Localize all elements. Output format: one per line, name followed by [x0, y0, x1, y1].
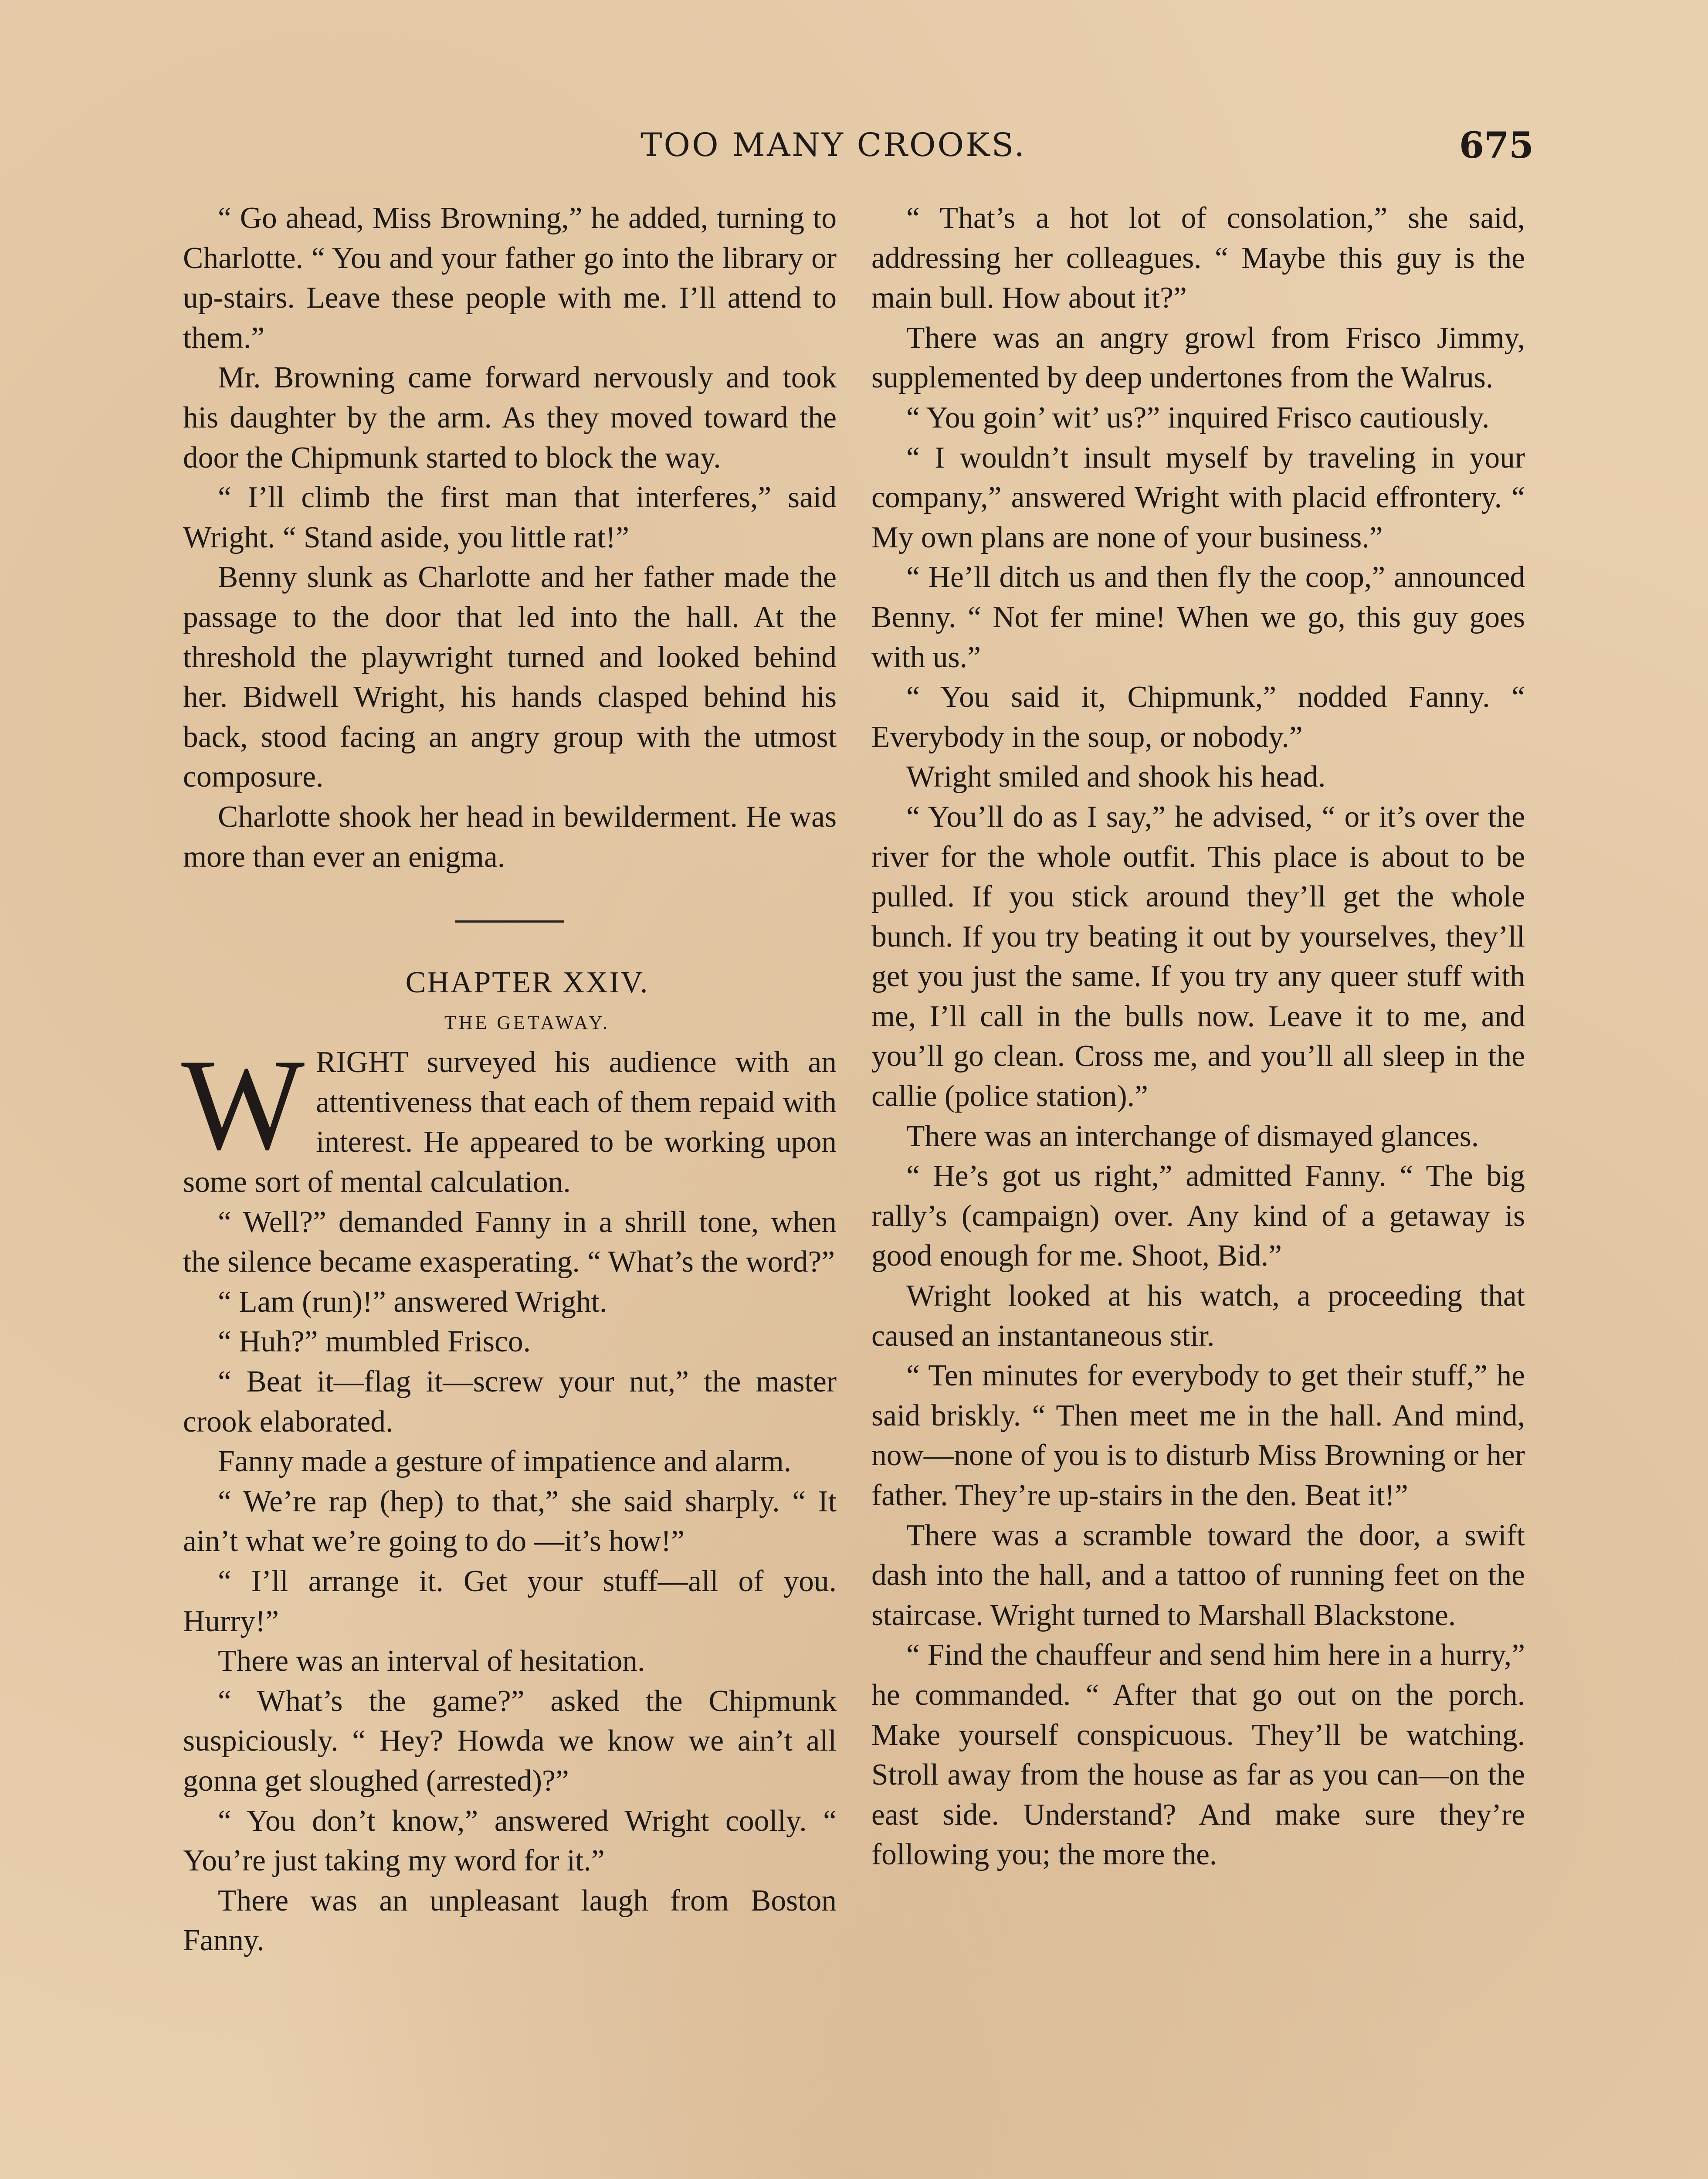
first-paragraph-text: RIGHT surveyed his audience with an attentiveness that each of them repaid with interest. He appeared to be working upon some sort of mental calculation. [183, 1045, 837, 1199]
paragraph: “ Find the chauffeur and send him here in a hurry,” he commanded. “ After that go out on the porch. Make yourself conspicuous. They’ll be watching. Stroll away from the house as far as you can—on the east side. Understand? And make sure they’re following you; the more the. [871, 1638, 1525, 1872]
paragraph: “ We’re rap (hep) to that,” she said sharply. “ It ain’t what we’re going to do —it’s how!” [183, 1484, 837, 1558]
paragraph: “ Beat it—flag it—screw your nut,” the master crook elaborated. [183, 1365, 837, 1439]
paragraph: “ I’ll climb the first man that interferes,” said Wright. “ Stand aside, you little rat!” [183, 481, 837, 554]
paragraph: “ Go ahead, Miss Browning,” he added, turning to Charlotte. “ You and your father go into the library or up-stairs. Leave these people with me. I’ll attend to them.” [183, 201, 837, 355]
paragraph: “ You said it, Chipmunk,” nodded Fanny. “ Everybody in the soup, or nobody.” [871, 680, 1525, 754]
running-title: TOO MANY CROOKS. [640, 126, 1027, 164]
left-column [183, 198, 837, 1961]
paragraph: Wright looked at his watch, a proceeding that caused an instantaneous stir. [871, 1279, 1525, 1353]
page-number: 675 [1459, 125, 1534, 166]
paragraph: “ You’ll do as I say,” he advised, “ or it’s over the river for the whole outfit. This place is about to be pulled. If you stick around they’ll get the whole bunch. If you try beating it out by yourselves, they’ll get you just the same. If you try any queer stuff with me, I’ll call in the bulls now. Leave it to me, and you’ll go clean. Cross me, and you’ll all sleep in the callie (police station).” [871, 800, 1525, 1113]
paragraph: “ That’s a hot lot of consolation,” she said, addressing her colleagues. “ Maybe this guy is the main bull. How about it?” [871, 201, 1525, 315]
paragraph: “ What’s the game?” asked the Chipmunk suspiciously. “ Hey? Howda we know we ain’t all gonna get sloughed (arrested)?” [183, 1684, 837, 1798]
paragraph: There was an interval of hesitation. [218, 1644, 645, 1678]
paragraph: “ Lam (run)!” answered Wright. [218, 1285, 607, 1319]
paragraph: There was an interchange of dismayed glances. [906, 1119, 1479, 1153]
paragraph: “ You goin’ wit’ us?” inquired Frisco cautiously. [906, 401, 1490, 434]
paragraph: “ Well?” demanded Fanny in a shrill tone, when the silence became exasperating. “ What’s the word?” [183, 1205, 837, 1279]
paragraph: “ He’s got us right,” admitted Fanny. “ The big rally’s (campaign) over. Any kind of a getaway is good enough for me. Shoot, Bid.” [871, 1159, 1525, 1273]
paragraph: “ You don’t know,” answered Wright coolly. “ You’re just taking my word for it.” [183, 1804, 837, 1878]
paragraph: There was a scramble toward the door, a swift dash into the hall, and a tattoo of running feet on the staircase. Wright turned to Marshall Blackstone. [871, 1518, 1525, 1632]
chapter-subtitle: THE GETAWAY. [444, 1011, 610, 1033]
paragraph: “ Ten minutes for everybody to get their stuff,” he said briskly. “ Then meet me in the hall. And mind, now—none of you is to disturb Miss Browning or her father. They’re up-stairs in the den. Beat it!” [871, 1359, 1525, 1512]
right-column [871, 198, 1525, 1875]
paragraph: “ He’ll ditch us and then fly the coop,” announced Benny. “ Not fer mine! When we go, this guy goes with us.” [871, 560, 1525, 674]
paragraph: There was an angry growl from Frisco Jimmy, supplemented by deep undertones from the Walrus. [871, 321, 1525, 395]
paragraph: Benny slunk as Charlotte and her father made the passage to the door that led into the hall. At the threshold the playwright turned and looked behind her. Bidwell Wright, his hands clasped behind his back, stood facing an angry group with the utmost composure. [183, 560, 837, 794]
paragraph: “ Huh?” mumbled Frisco. [218, 1325, 531, 1359]
chapter-first-paragraph [181, 1032, 837, 1202]
paragraph: Mr. Browning came forward nervously and took his daughter by the arm. As they moved toward the door the Chipmunk started to block the way. [183, 361, 837, 475]
page-header [183, 126, 1534, 174]
paragraph: “ I’ll arrange it. Get your stuff—all of you. Hurry!” [183, 1565, 837, 1638]
paragraph: Fanny made a gesture of impatience and alarm. [218, 1445, 792, 1479]
section-divider [455, 920, 564, 923]
paragraph: There was an unpleasant laugh from Boston Fanny. [183, 1884, 837, 1958]
paragraph: Wright smiled and shook his head. [906, 760, 1326, 794]
paragraph: Charlotte shook her head in bewilderment. He was more than ever an enigma. [183, 800, 837, 874]
chapter-heading: CHAPTER XXIV. [405, 966, 649, 1000]
drop-cap: W [181, 1032, 305, 1177]
paragraph: “ I wouldn’t insult myself by traveling in your company,” answered Wright with placid effrontery. “ My own plans are none of your business.” [871, 441, 1525, 554]
